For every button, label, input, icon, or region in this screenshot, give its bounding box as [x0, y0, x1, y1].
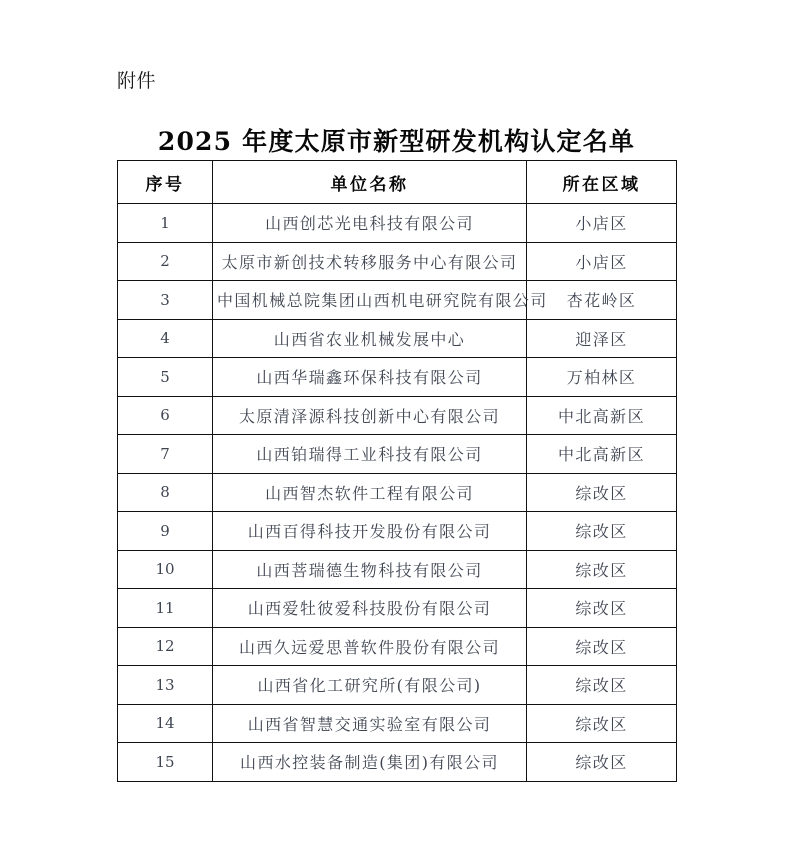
- cell-region: 综改区: [527, 550, 677, 589]
- cell-organization-name: 山西爱牡彼爱科技股份有限公司: [213, 589, 527, 628]
- listing-table: [117, 160, 677, 782]
- cell-region: 综改区: [527, 627, 677, 666]
- cell-region: 小店区: [527, 204, 677, 243]
- cell-organization-name: 太原清泽源科技创新中心有限公司: [213, 396, 527, 435]
- cell-region: 杏花岭区: [527, 281, 677, 320]
- cell-index: 9: [118, 512, 213, 551]
- column-header-index: 序号: [118, 161, 213, 204]
- table-row: [118, 396, 677, 435]
- table-row: [118, 473, 677, 512]
- cell-index: 6: [118, 396, 213, 435]
- cell-region: 综改区: [527, 743, 677, 782]
- column-header-name: 单位名称: [213, 161, 527, 204]
- table-row: [118, 242, 677, 281]
- cell-region: 综改区: [527, 512, 677, 551]
- cell-organization-name: 山西久远爱思普软件股份有限公司: [213, 627, 527, 666]
- cell-organization-name: 山西省化工研究所(有限公司): [213, 666, 527, 705]
- table-row: [118, 319, 677, 358]
- table-row: [118, 666, 677, 705]
- listing-table-container: [117, 160, 676, 782]
- cell-index: 13: [118, 666, 213, 705]
- cell-index: 1: [118, 204, 213, 243]
- cell-region: 综改区: [527, 666, 677, 705]
- cell-organization-name: 山西省智慧交通实验室有限公司: [213, 704, 527, 743]
- table-row: [118, 358, 677, 397]
- page-title: 2025 年度太原市新型研发机构认定名单: [157, 126, 636, 156]
- cell-index: 2: [118, 242, 213, 281]
- table-row: [118, 704, 677, 743]
- cell-index: 11: [118, 589, 213, 628]
- cell-region: 综改区: [527, 589, 677, 628]
- table-row: [118, 512, 677, 551]
- attachment-label: 附件: [117, 70, 157, 92]
- cell-index: 8: [118, 473, 213, 512]
- cell-index: 3: [118, 281, 213, 320]
- cell-index: 15: [118, 743, 213, 782]
- table-header: [118, 161, 677, 204]
- table-row: [118, 281, 677, 320]
- cell-region: 综改区: [527, 704, 677, 743]
- cell-region: 综改区: [527, 473, 677, 512]
- cell-index: 12: [118, 627, 213, 666]
- cell-organization-name: 中国机械总院集团山西机电研究院有限公司: [213, 281, 527, 320]
- table-row: [118, 204, 677, 243]
- cell-organization-name: 山西水控装备制造(集团)有限公司: [213, 743, 527, 782]
- cell-organization-name: 太原市新创技术转移服务中心有限公司: [213, 242, 527, 281]
- cell-organization-name: 山西华瑞鑫环保科技有限公司: [213, 358, 527, 397]
- cell-organization-name: 山西菩瑞德生物科技有限公司: [213, 550, 527, 589]
- table-row: [118, 743, 677, 782]
- cell-index: 4: [118, 319, 213, 358]
- cell-region: 小店区: [527, 242, 677, 281]
- table-header-row: [118, 161, 677, 204]
- cell-organization-name: 山西创芯光电科技有限公司: [213, 204, 527, 243]
- cell-region: 中北高新区: [527, 396, 677, 435]
- cell-index: 14: [118, 704, 213, 743]
- cell-region: 迎泽区: [527, 319, 677, 358]
- cell-organization-name: 山西智杰软件工程有限公司: [213, 473, 527, 512]
- cell-index: 5: [118, 358, 213, 397]
- table-row: [118, 627, 677, 666]
- cell-organization-name: 山西百得科技开发股份有限公司: [213, 512, 527, 551]
- cell-region: 万柏林区: [527, 358, 677, 397]
- table-row: [118, 550, 677, 589]
- column-header-region: 所在区域: [527, 161, 677, 204]
- cell-index: 7: [118, 435, 213, 474]
- table-body: [118, 204, 677, 782]
- cell-region: 中北高新区: [527, 435, 677, 474]
- cell-organization-name: 山西铂瑞得工业科技有限公司: [213, 435, 527, 474]
- table-row: [118, 435, 677, 474]
- table-row: [118, 589, 677, 628]
- cell-index: 10: [118, 550, 213, 589]
- cell-organization-name: 山西省农业机械发展中心: [213, 319, 527, 358]
